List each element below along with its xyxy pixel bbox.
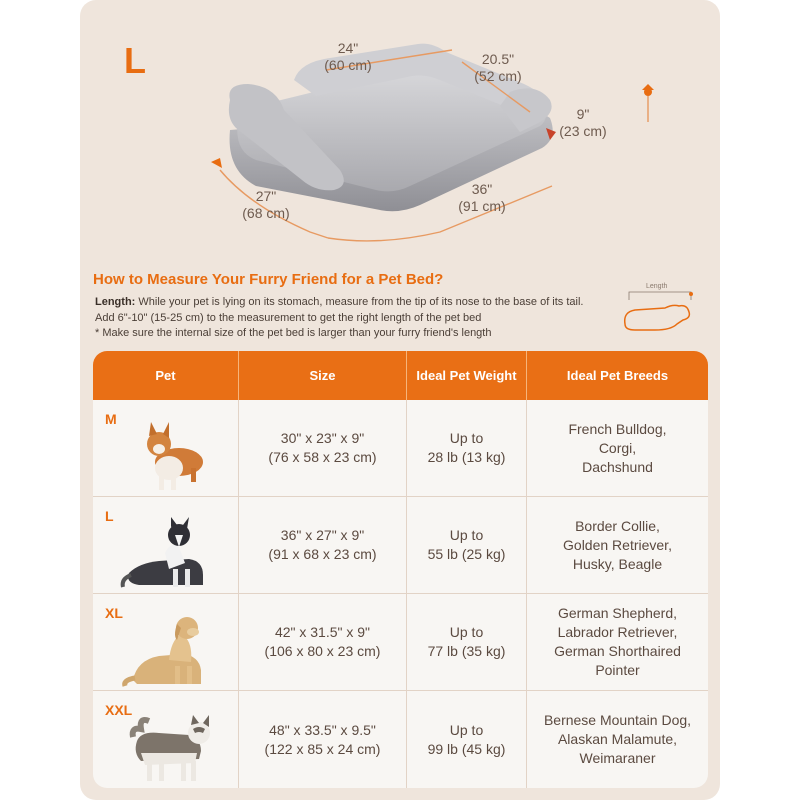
pet-cell	[93, 497, 239, 593]
breed: Bernese Mountain Dog,	[543, 712, 692, 728]
breed: Alaskan Malamute,	[557, 731, 678, 747]
corgi-image	[119, 416, 219, 496]
size-cell	[239, 497, 407, 593]
size-cm: (122 x 85 x 24 cm)	[264, 740, 381, 757]
dim-outer-width: 27" (68 cm)	[242, 188, 290, 221]
breed: Pointer	[595, 662, 640, 678]
dog-measure-label: Length	[646, 283, 668, 290]
weight-value: 55 lb (25 kg)	[427, 546, 506, 562]
size-cell	[239, 691, 407, 788]
header-breeds: Ideal Pet Breeds	[566, 368, 669, 383]
pet-cell	[93, 400, 239, 496]
header-pet: Pet	[93, 351, 239, 400]
product-card	[80, 0, 720, 800]
weight-prefix: Up to	[449, 721, 484, 738]
howto-length-text	[95, 294, 595, 326]
weight-value: 28 lb (13 kg)	[427, 449, 506, 465]
size-inches: 36" x 27" x 9"	[280, 527, 365, 543]
breed: Dachshund	[582, 458, 653, 475]
breed: Corgi,	[598, 439, 637, 456]
weight-cell	[407, 594, 527, 690]
weight-cell	[407, 691, 527, 788]
table-row	[93, 594, 708, 691]
size-cm: (91 x 68 x 23 cm)	[268, 546, 377, 562]
pet-size-label: XXL	[105, 702, 133, 718]
pet-size-label: M	[105, 411, 117, 427]
pet-bed-image	[80, 0, 720, 260]
size-inches: 30" x 23" x 9"	[280, 430, 365, 446]
weight-cell	[407, 400, 527, 496]
table-body	[93, 400, 708, 788]
breeds-cell	[527, 497, 708, 593]
weight-prefix: Up to	[449, 624, 484, 640]
table-row	[93, 400, 708, 497]
pet-size-label: XL	[105, 605, 123, 621]
breed: Golden Retriever,	[563, 536, 672, 553]
weight-value: 77 lb (35 kg)	[427, 643, 506, 659]
alaskan-malamute-image	[119, 707, 219, 787]
breeds-cell	[527, 400, 708, 496]
howto-length-label: Length:	[95, 296, 136, 308]
dim-outer-length: 36" (91 cm)	[458, 181, 506, 214]
size-inches: 48" x 33.5" x 9.5"	[269, 721, 376, 738]
dim-height: 9" (23 cm)	[559, 106, 607, 139]
table-row	[93, 691, 708, 788]
table-header	[93, 351, 708, 400]
header-size: Size	[239, 351, 407, 400]
breed: German Shepherd,	[557, 605, 678, 621]
size-inches: 42" x 31.5" x 9"	[274, 624, 371, 640]
howto-title: How to Measure Your Furry Friend for a Pet Bed?	[93, 271, 444, 288]
breed: Labrador Retriever,	[557, 624, 678, 640]
table-row	[93, 497, 708, 594]
golden-retriever-image	[119, 610, 219, 690]
size-cm: (76 x 58 x 23 cm)	[268, 449, 377, 465]
breed: Border Collie,	[575, 517, 660, 534]
border-collie-image	[119, 513, 219, 593]
pet-size-label: L	[105, 508, 114, 524]
breed: Husky, Beagle	[572, 555, 663, 572]
howto-length-body: While your pet is lying on its stomach, measure from the tip of its nose to the base of its tail. Add 6"-10" (15-25 cm) to the measurement to get the right length of the pet bed	[95, 296, 584, 324]
size-cm: (106 x 80 x 23 cm)	[264, 643, 381, 659]
breed: Weimaraner	[579, 750, 656, 766]
size-cell	[239, 400, 407, 496]
size-table	[93, 351, 708, 788]
pet-cell	[93, 594, 239, 690]
size-letter: L	[124, 40, 146, 81]
breed: German Shorthaired	[554, 643, 681, 659]
size-cell	[239, 594, 407, 690]
breed: French Bulldog,	[568, 420, 667, 437]
dim-inner-width: 20.5" (52 cm)	[474, 51, 522, 84]
dim-inner-length: 24" (60 cm)	[324, 40, 372, 73]
howto-note: * Make sure the internal size of the pet bed is larger than your furry friend's length	[95, 327, 492, 339]
weight-cell	[407, 497, 527, 593]
weight-prefix: Up to	[449, 430, 484, 446]
breeds-cell	[527, 594, 708, 690]
header-weight: Ideal Pet Weight	[407, 351, 527, 400]
weight-prefix: Up to	[449, 527, 484, 543]
breeds-cell	[527, 691, 708, 788]
weight-value: 99 lb (45 kg)	[427, 740, 506, 757]
pet-cell	[93, 691, 239, 788]
